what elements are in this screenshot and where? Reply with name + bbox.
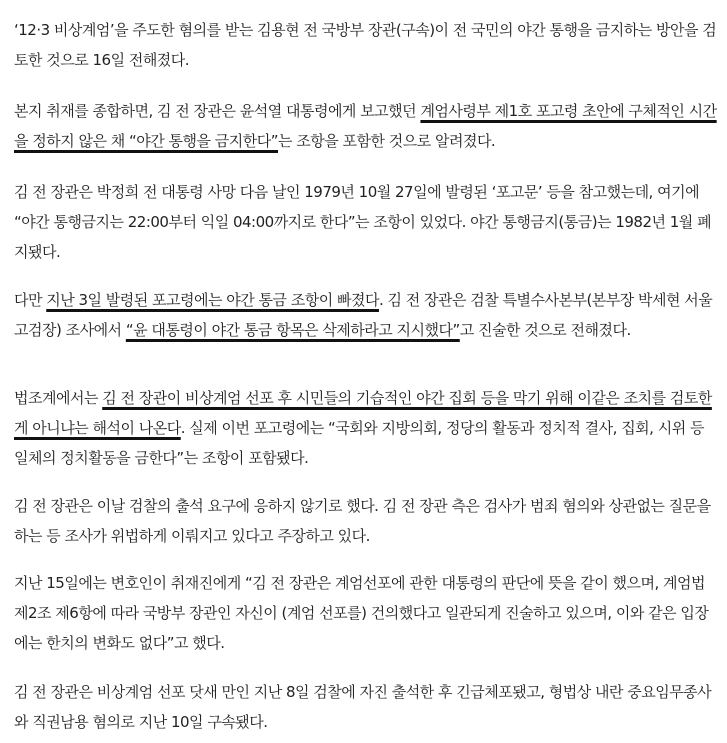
text-segment: 김 전 장관은 비상계엄 선포 닷새 만인 지난 8일 검찰에 자진 출석한 후 긴급체포됐고, 형법상 내란 중요임무종사와 직권남용 혐의로 지난 10일 구속됐다.: [14, 683, 712, 731]
underlined-highlight: “윤 대통령이 야간 통금 항목은 삭제하라고 지시했다”: [125, 321, 460, 339]
text-segment: 다만: [14, 291, 47, 309]
paragraph-5: [14, 383, 719, 473]
text-segment: 김 전 장관은 박정희 전 대통령 사망 다음 날인 1979년 10월 27일에 발령된 ‘포고문’ 등을 참고했는데, 여기에 “야간 통행금지는 22:00부터 익일 04:00까지로 한다”는 조항이 있었다. 야간 통행금지(통금)는 1982년 1월 폐지됐다.: [14, 183, 712, 261]
underlined-highlight: 김 전 장관이 비상계엄 선포 후 시민들의 기습적인 야간 집회 등을 막기 위해 이같은 조치를 검토한 게 아니냐는 해석이 나온다: [14, 389, 712, 437]
paragraph-3: [14, 177, 719, 267]
paragraph-7: [14, 568, 719, 658]
text-segment: 고 진술한 것으로 전해졌다.: [459, 321, 631, 339]
paragraph-4: [14, 285, 719, 345]
paragraph-6: [14, 491, 719, 551]
text-segment: 김 전 장관은 이날 검찰의 출석 요구에 응하지 않기로 했다. 김 전 장관 측은 검사가 범죄 혐의와 상관없는 질문을 하는 등 조사가 위법하게 이뤄지고 있다고 주장하고 있다.: [14, 497, 711, 545]
text-segment: 지난 15일에는 변호인이 취재진에게 “김 전 장관은 계엄선포에 관한 대통령의 판단에 뜻을 같이 했으며, 계엄법 제2조 제6항에 따라 국방부 장관인 자신이 (계엄 선포를) 건의했다고 일관되게 진술하고 있으며, 이와 같은 입장에는 한치의 변화도 없다”고 했다.: [14, 574, 709, 652]
paragraph-2: [14, 96, 719, 156]
paragraph-8: [14, 677, 719, 737]
text-segment: 는 조항을 포함한 것으로 알려졌다.: [278, 132, 496, 150]
text-segment: . 실제 이번 포고령에는 “국회와 지방의회, 정당의 활동과 정치적 결사, 집회, 시위 등 일체의 정치활동을 금한다”는 조항이 포함됐다.: [14, 419, 704, 467]
underlined-highlight: 지난 3일 발령된 포고령에는 야간 통금 조항이 빠졌다: [46, 291, 379, 309]
text-segment: ‘12·3 비상계엄’을 주도한 혐의를 받는 김용현 전 국방부 장관(구속)이 전 국민의 야간 통행을 금지하는 방안을 검토한 것으로 16일 전해졌다.: [14, 21, 717, 69]
paragraph-1: [14, 15, 719, 75]
text-segment: . 김 전 장관은 검찰 특별수사본부(본부장 박세현 서울고검장) 조사에서: [14, 291, 713, 339]
underlined-highlight: 계엄사령부 제1호 포고령 초안에 구체적인 시간을 정하지 않은 채 “야간 통행을 금지한다”: [14, 102, 717, 150]
text-segment: 법조계에서는: [14, 389, 103, 407]
text-segment: 본지 취재를 종합하면, 김 전 장관은 윤석열 대통령에게 보고했던: [14, 102, 421, 120]
